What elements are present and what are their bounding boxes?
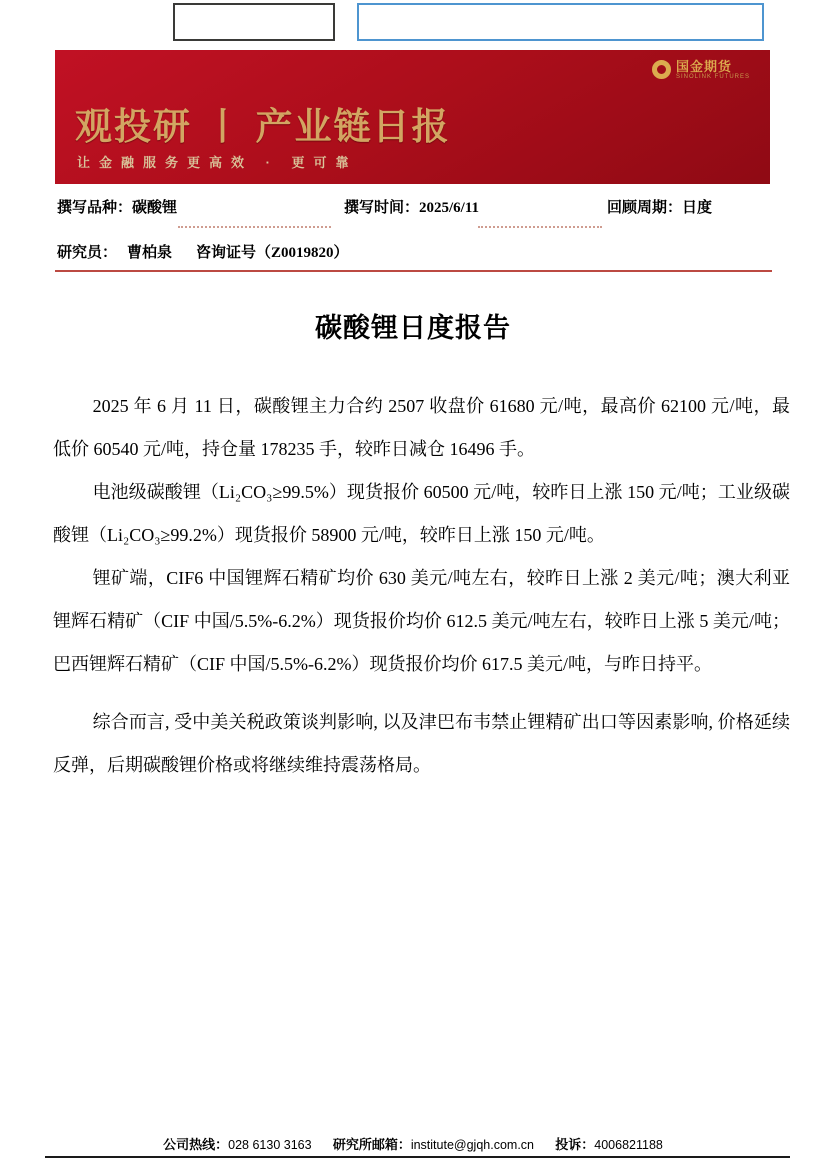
footer-email	[333, 1137, 534, 1152]
coin-ring-icon	[652, 60, 671, 79]
footer-email-value: institute@gjqh.com.cn	[410, 1138, 534, 1152]
empty-textbox-blue	[357, 3, 764, 41]
report-title: 碳酸锂日度报告	[315, 313, 511, 343]
researcher-label: 研究员：	[57, 245, 118, 261]
banner-tagline: 让金融服务更高效 · 更可靠	[77, 155, 358, 170]
footer-complaint-label: 投诉：	[555, 1137, 595, 1152]
meta-period-label: 回顾周期：	[607, 200, 683, 216]
meta-date-label: 撰写时间：	[344, 200, 420, 216]
researcher-name: 曹柏泉	[127, 245, 173, 261]
company-logo	[652, 60, 750, 80]
empty-textbox-dark	[173, 3, 335, 41]
footer-complaint	[555, 1137, 663, 1152]
logo-company-name-en: SINOLINK FUTURES	[675, 73, 750, 80]
dotted-underline-1	[178, 218, 331, 228]
dotted-underline-2	[478, 218, 602, 228]
paragraph-futures-summary: 2025 年 6 月 11 日，碳酸锂主力合约 2507 收盘价 61680 元/吨，最高价 62100 元/吨，最低价 60540 元/吨，持仓量 178235 手，较昨日减仓 16496 手。	[53, 396, 790, 459]
footer-contacts	[0, 1134, 826, 1153]
footer-hotline	[163, 1137, 311, 1152]
meta-date-value: 2025/6/11	[419, 200, 480, 216]
paragraph-ore-prices: 锂矿端，CIF6 中国锂辉石精矿均价 630 美元/吨左右，较昨日上涨 2 美元/吨；澳大利亚锂辉石精矿（CIF 中国/5.5%-6.2%）现货报价均价 612.5 美元/吨左右，较昨日上涨 5 美元/吨；巴西锂辉石精矿（CIF 中国/5.5%-6.2%）现货报价均价 617.5 美元/吨，与昨日持平。	[53, 568, 790, 674]
footer-complaint-value: 4006821188	[594, 1138, 663, 1152]
meta-researcher	[57, 241, 349, 262]
meta-product-value: 碳酸锂	[132, 200, 178, 216]
researcher-cert: 咨询证号（Z0019820）	[196, 245, 349, 261]
footer-email-label: 研究所邮箱：	[332, 1137, 411, 1152]
footer-divider	[45, 1156, 790, 1158]
header-divider	[55, 270, 772, 272]
meta-period	[607, 196, 712, 217]
meta-period-value: 日度	[682, 200, 713, 216]
report-body	[53, 385, 790, 787]
meta-product	[57, 196, 177, 217]
banner-title: 观投研 丨 产业链日报	[75, 106, 451, 147]
banner	[55, 50, 770, 184]
paragraph-outlook: 综合而言, 受中美关税政策谈判影响, 以及津巴布韦禁止锂精矿出口等因素影响, 价格延续反弹，后期碳酸锂价格或将继续维持震荡格局。	[53, 712, 790, 775]
meta-product-label: 撰写品种：	[57, 200, 133, 216]
meta-date	[344, 196, 479, 217]
footer-hotline-label: 公司热线：	[163, 1137, 229, 1152]
paragraph-spot-prices: 电池级碳酸锂（Li₂CO₃≥99.5%）现货报价 60500 元/吨，较昨日上涨 150 元/吨；工业级碳酸锂（Li₂CO₃≥99.2%）现货报价 58900 元/吨，较昨日上涨 150 元/吨。	[53, 482, 790, 545]
footer-hotline-value: 028 6130 3163	[228, 1138, 312, 1152]
logo-company-name: 国金期货	[675, 59, 732, 74]
